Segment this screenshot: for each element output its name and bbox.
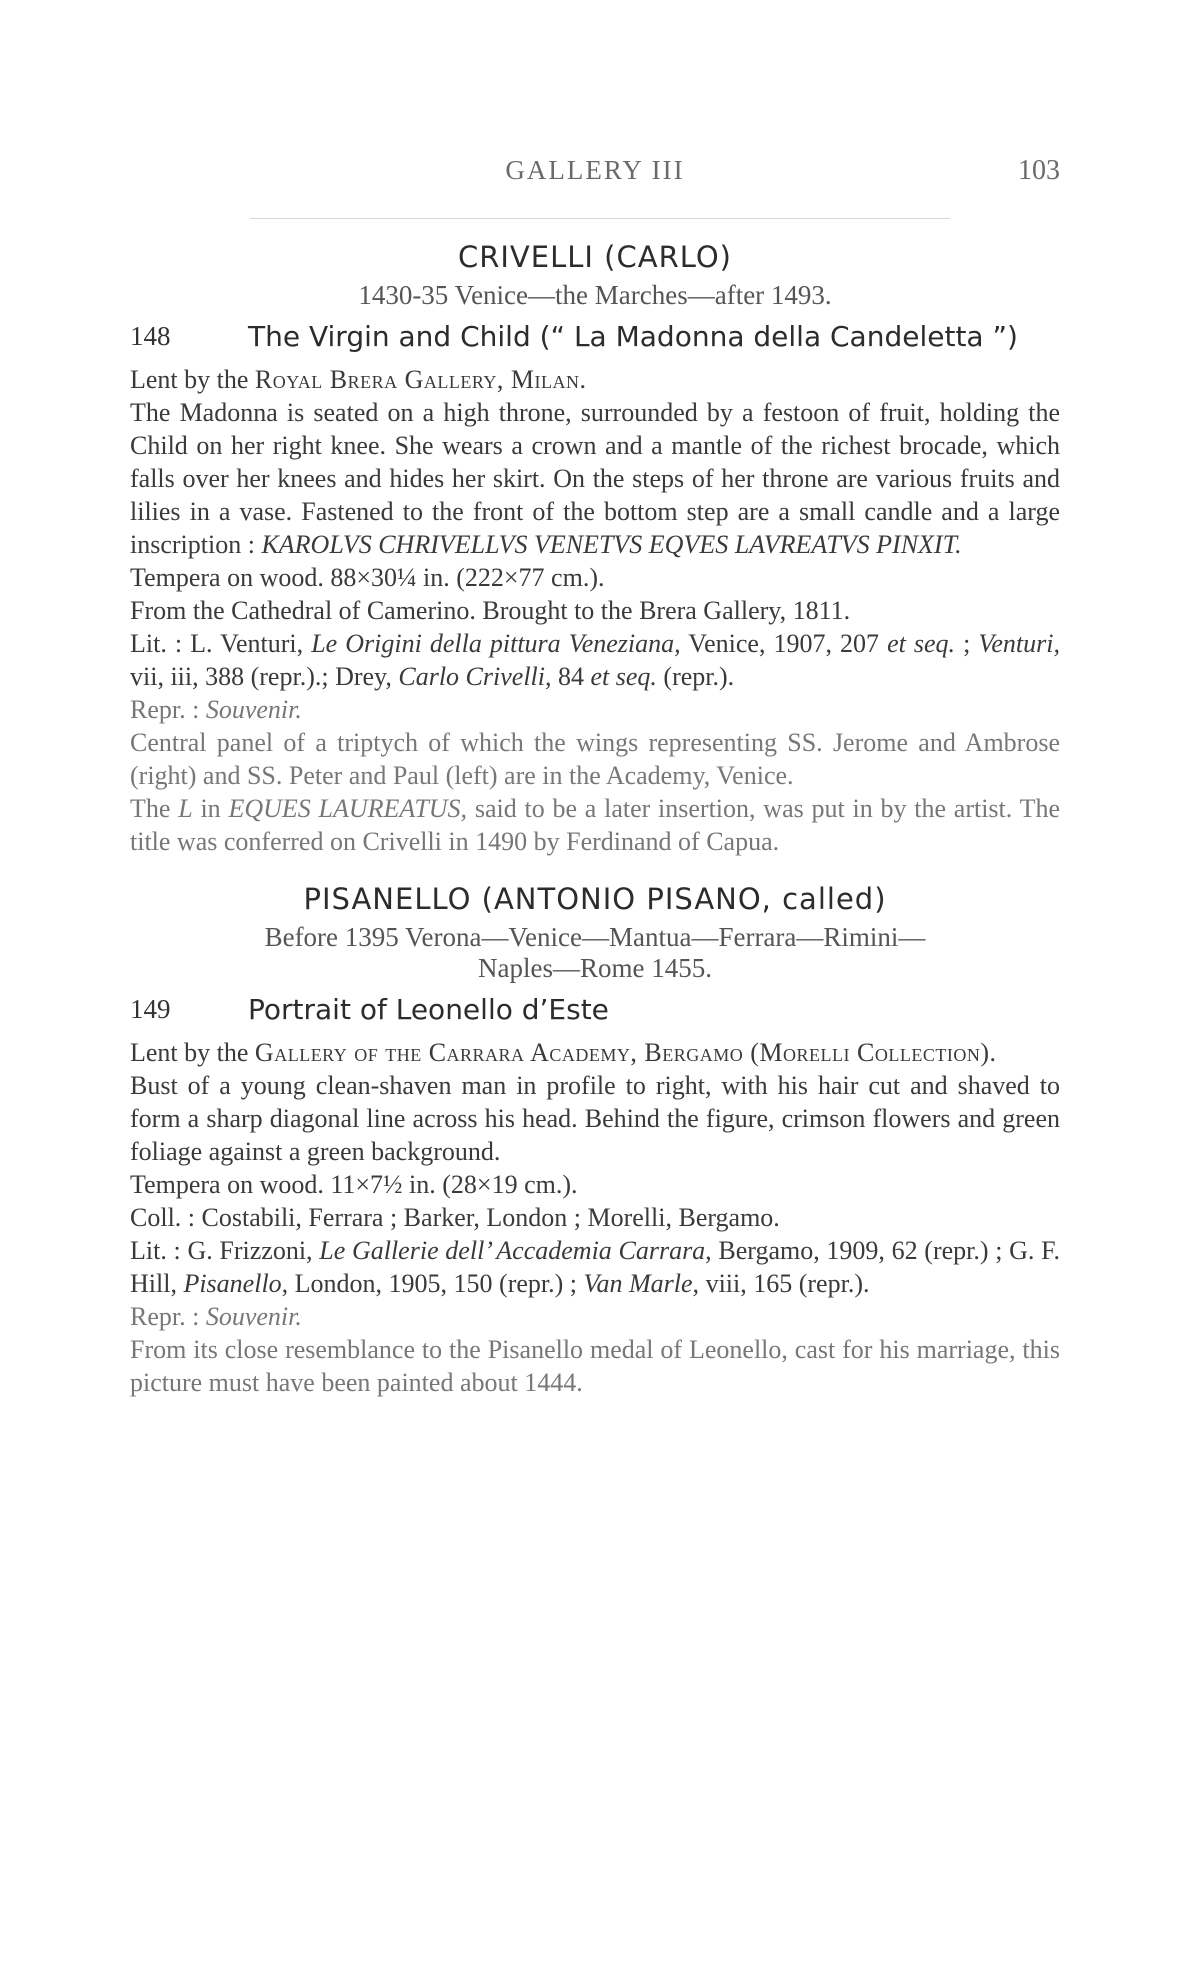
note: Central panel of a triptych of which the wings representing SS. Jerome and Ambrose (right) and SS. Peter and Paul (left) are in the Academy, Venice. xyxy=(130,728,1060,790)
lender-name: Gallery of the Carrara Academy, Bergamo (Morelli Collection). xyxy=(254,1038,997,1067)
lit-et-seq: et seq. xyxy=(887,629,956,658)
artist-dates: Before 1395 Verona—Venice—Mantua—Ferrara—Rimini—Naples—Rome 1455. xyxy=(264,922,926,983)
catalogue-entry-149 xyxy=(130,882,1060,1399)
lender-line xyxy=(130,363,1060,396)
entry-number: 148 xyxy=(130,321,171,351)
description-text: The Madonna is seated on a high throne, surrounded by a festoon of fruit, holding the Child on her right knee. She wears a crown and a mantle of the richest brocade, which falls over her knees and hides her skirt. On the steps of her throne are various fruits and lilies in a vase. Fastened to the front of the bottom step are a small candle and a large inscription : xyxy=(130,398,1060,559)
running-title: GALLERY III xyxy=(505,155,685,185)
reproduction xyxy=(130,1300,1060,1333)
description xyxy=(130,396,1060,561)
page-number: 103 xyxy=(1018,155,1060,186)
lit-text: (repr.). xyxy=(656,662,735,691)
page-header xyxy=(130,155,1060,195)
artist-name: CRIVELLI (CARLO) xyxy=(457,240,732,274)
lent-prefix: Lent by the xyxy=(130,1038,255,1067)
catalogue-body xyxy=(130,240,1060,1399)
lender-name: Royal Brera Gallery, Milan. xyxy=(254,365,587,394)
lit-title: Venturi, xyxy=(978,629,1060,658)
lit-label: Lit. : L. Venturi, xyxy=(130,629,312,658)
lit-text: London, 1905, 150 (repr.) ; xyxy=(288,1269,584,1298)
literature xyxy=(130,1234,1060,1300)
artist-dates: 1430-35 Venice—the Marches—after 1493. xyxy=(358,280,832,310)
artist-name: PISANELLO (ANTONIO PISANO, called) xyxy=(303,882,887,916)
lit-title: Van Marle, xyxy=(583,1269,700,1298)
lit-et-seq: et seq. xyxy=(590,662,657,691)
inscription: KAROLVS CHRIVELLVS VENETVS EQVES LAVREATVS PINXIT. xyxy=(261,530,962,559)
section-spacer xyxy=(130,858,1060,882)
note-text: The xyxy=(130,794,179,823)
entry-title: The Virgin and Child (“ La Madonna della Candeletta ”) xyxy=(248,320,1018,353)
repr-value: Souvenir. xyxy=(205,1302,302,1331)
lit-text: Venice, 1907, 207 xyxy=(680,629,888,658)
lit-label: Lit. : G. Frizzoni, xyxy=(130,1236,320,1265)
repr-value: Souvenir. xyxy=(205,695,302,724)
note-text: in xyxy=(192,794,229,823)
header-rule xyxy=(250,218,950,219)
repr-label: Repr. : xyxy=(130,1302,206,1331)
note: From its close resemblance to the Pisanello medal of Leonello, cast for his marriage, this picture must have been painted about 1444. xyxy=(130,1335,1060,1397)
lit-title: Le Origini della pittura Veneziana, xyxy=(311,629,681,658)
lit-text: 84 xyxy=(551,662,591,691)
note-italic: EQUES LAUREATUS, xyxy=(228,794,468,823)
note-text: said to be a later insertion, was put in by the artist. The title was conferred on Crivelli in 1490 by Ferdinand of Capua. xyxy=(130,794,1060,856)
entry-title: Portrait of Leonello d’Este xyxy=(248,993,609,1026)
lit-text: viii, 165 (repr.). xyxy=(699,1269,870,1298)
catalogue-entry-148 xyxy=(130,240,1060,858)
note-italic: L xyxy=(178,794,193,823)
entry-heading xyxy=(130,992,1060,1028)
description: Bust of a young clean-shaven man in profile to right, with his hair cut and shaved to form a sharp diagonal line across his head. Behind the figure, crimson flowers and green foliage against a green background. xyxy=(130,1071,1060,1166)
lit-title: Pisanello, xyxy=(183,1269,289,1298)
lit-title: Le Gallerie dell’ Accademia Carrara, xyxy=(319,1236,712,1265)
medium: Tempera on wood. 11×7½ in. (28×19 cm.). xyxy=(130,1170,578,1199)
lit-text: Bergamo, 1909, 62 (repr.) ; G. F. Hill, xyxy=(130,1236,1061,1298)
provenance: From the Cathedral of Camerino. Brought to the Brera Gallery, 1811. xyxy=(130,596,851,625)
lit-title: Carlo Crivelli, xyxy=(398,662,552,691)
medium: Tempera on wood. 88×30¼ in. (222×77 cm.). xyxy=(130,563,605,592)
literature xyxy=(130,627,1060,693)
reproduction xyxy=(130,693,1060,726)
note xyxy=(130,792,1060,858)
lit-text: vii, iii, 388 (repr.).; Drey, xyxy=(130,662,399,691)
entry-heading xyxy=(130,319,1060,355)
lender-line xyxy=(130,1036,1060,1069)
repr-label: Repr. : xyxy=(130,695,206,724)
entry-number: 149 xyxy=(130,994,171,1024)
lent-prefix: Lent by the xyxy=(130,365,255,394)
collection: Coll. : Costabili, Ferrara ; Barker, London ; Morelli, Bergamo. xyxy=(130,1203,780,1232)
lit-text: ; xyxy=(955,629,979,658)
